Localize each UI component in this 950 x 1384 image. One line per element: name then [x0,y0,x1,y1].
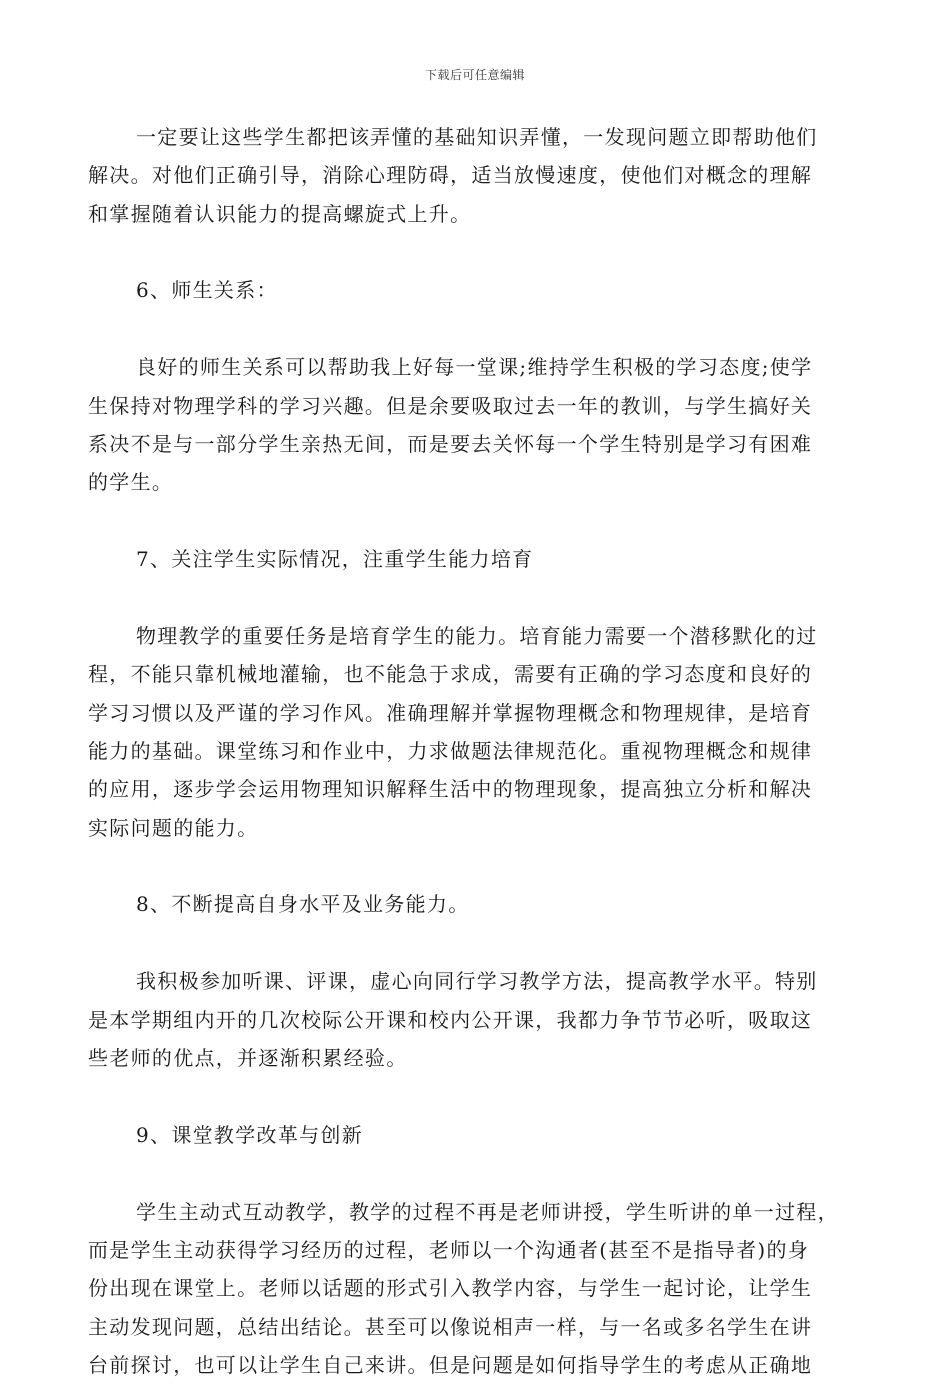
paragraph-line: 和掌握随着认识能力的提高螺旋式上升。 [88,201,472,226]
document-body [88,118,858,1384]
paragraph-line: 是本学期组内开的几次校际公开课和校内公开课，我都力争节节必听，吸取这 [88,1007,813,1032]
paragraph-line: 程，不能只靠机械地灌输，也不能急于求成，需要有正确的学习态度和良好的 [88,662,813,687]
paragraph-line: 份出现在课堂上。老师以话题的形式引入教学内容，与学生一起讨论，让学生 [88,1276,813,1301]
paragraph-line: 良好的师生关系可以帮助我上好每一堂课;维持学生积极的学习态度;使学 [136,355,813,380]
paragraph-line: 台前探讨，也可以让学生自己来讲。但是问题是如何指导学生的考虑从正确地 [88,1352,813,1377]
paragraph-teacher-student-relations [88,348,858,501]
paragraph-line: 主动发现问题，总结出结论。甚至可以像说相声一样，与一名或多名学生在讲 [88,1314,813,1339]
paragraph-line: 学生主动式互动教学，教学的过程不再是老师讲授，学生听讲的单一过程， [136,1199,839,1224]
paragraph-line: 我积极参加听课、评课，虚心向同行学习教学方法，提高教学水平。特别 [136,969,818,994]
paragraph-line: 些老师的优点，并逐渐积累经验。 [88,1045,408,1070]
paragraph-line: 系决不是与一部分学生亲热无间，而是要去关怀每一个学生特别是学习有困难 [88,431,813,456]
section-heading-9: 9、课堂教学改革与创新 [136,1122,364,1147]
paragraph-line: 学习习惯以及严谨的学习作风。准确理解并掌握物理概念和物理规律，是培育 [88,700,813,725]
paragraph-line: 实际问题的能力。 [88,815,259,840]
paragraph-self-improvement [88,962,858,1077]
paragraph-teaching-reform [88,1193,858,1384]
paragraph-line: 解决。对他们正确引导，消除心理防碍，适当放慢速度，使他们对概念的理解 [88,163,813,188]
paragraph-ability-cultivation [88,617,858,847]
paragraph-line: 而是学生主动获得学习经历的过程，老师以一个沟通者(甚至不是指导者)的身 [88,1237,810,1262]
section-heading-8: 8、不断提高自身水平及业务能力。 [136,892,470,917]
paragraph-line: 的学生。 [88,470,174,495]
paragraph-line: 物理教学的重要任务是培育学生的能力。培育能力需要一个潜移默化的过 [136,624,818,649]
paragraph-line: 能力的基础。课堂练习和作业中，力求做题法律规范化。重视物理概念和规律 [88,738,813,763]
section-heading-6: 6、师生关系： [136,278,278,303]
paragraph-continuation [88,118,858,233]
paragraph-line: 的应用，逐步学会运用物理知识解释生活中的物理现象，提高独立分析和解决 [88,777,813,802]
paragraph-line: 一定要让这些学生都把该弄懂的基础知识弄懂，一发现问题立即帮助他们 [136,125,818,149]
paragraph-line: 生保持对物理学科的学习兴趣。但是余要吸取过去一年的教训，与学生搞好关 [88,393,813,418]
page-header: 下载后可任意编辑 [424,68,525,82]
section-heading-7: 7、关注学生实际情况，注重学生能力培育 [136,547,534,572]
